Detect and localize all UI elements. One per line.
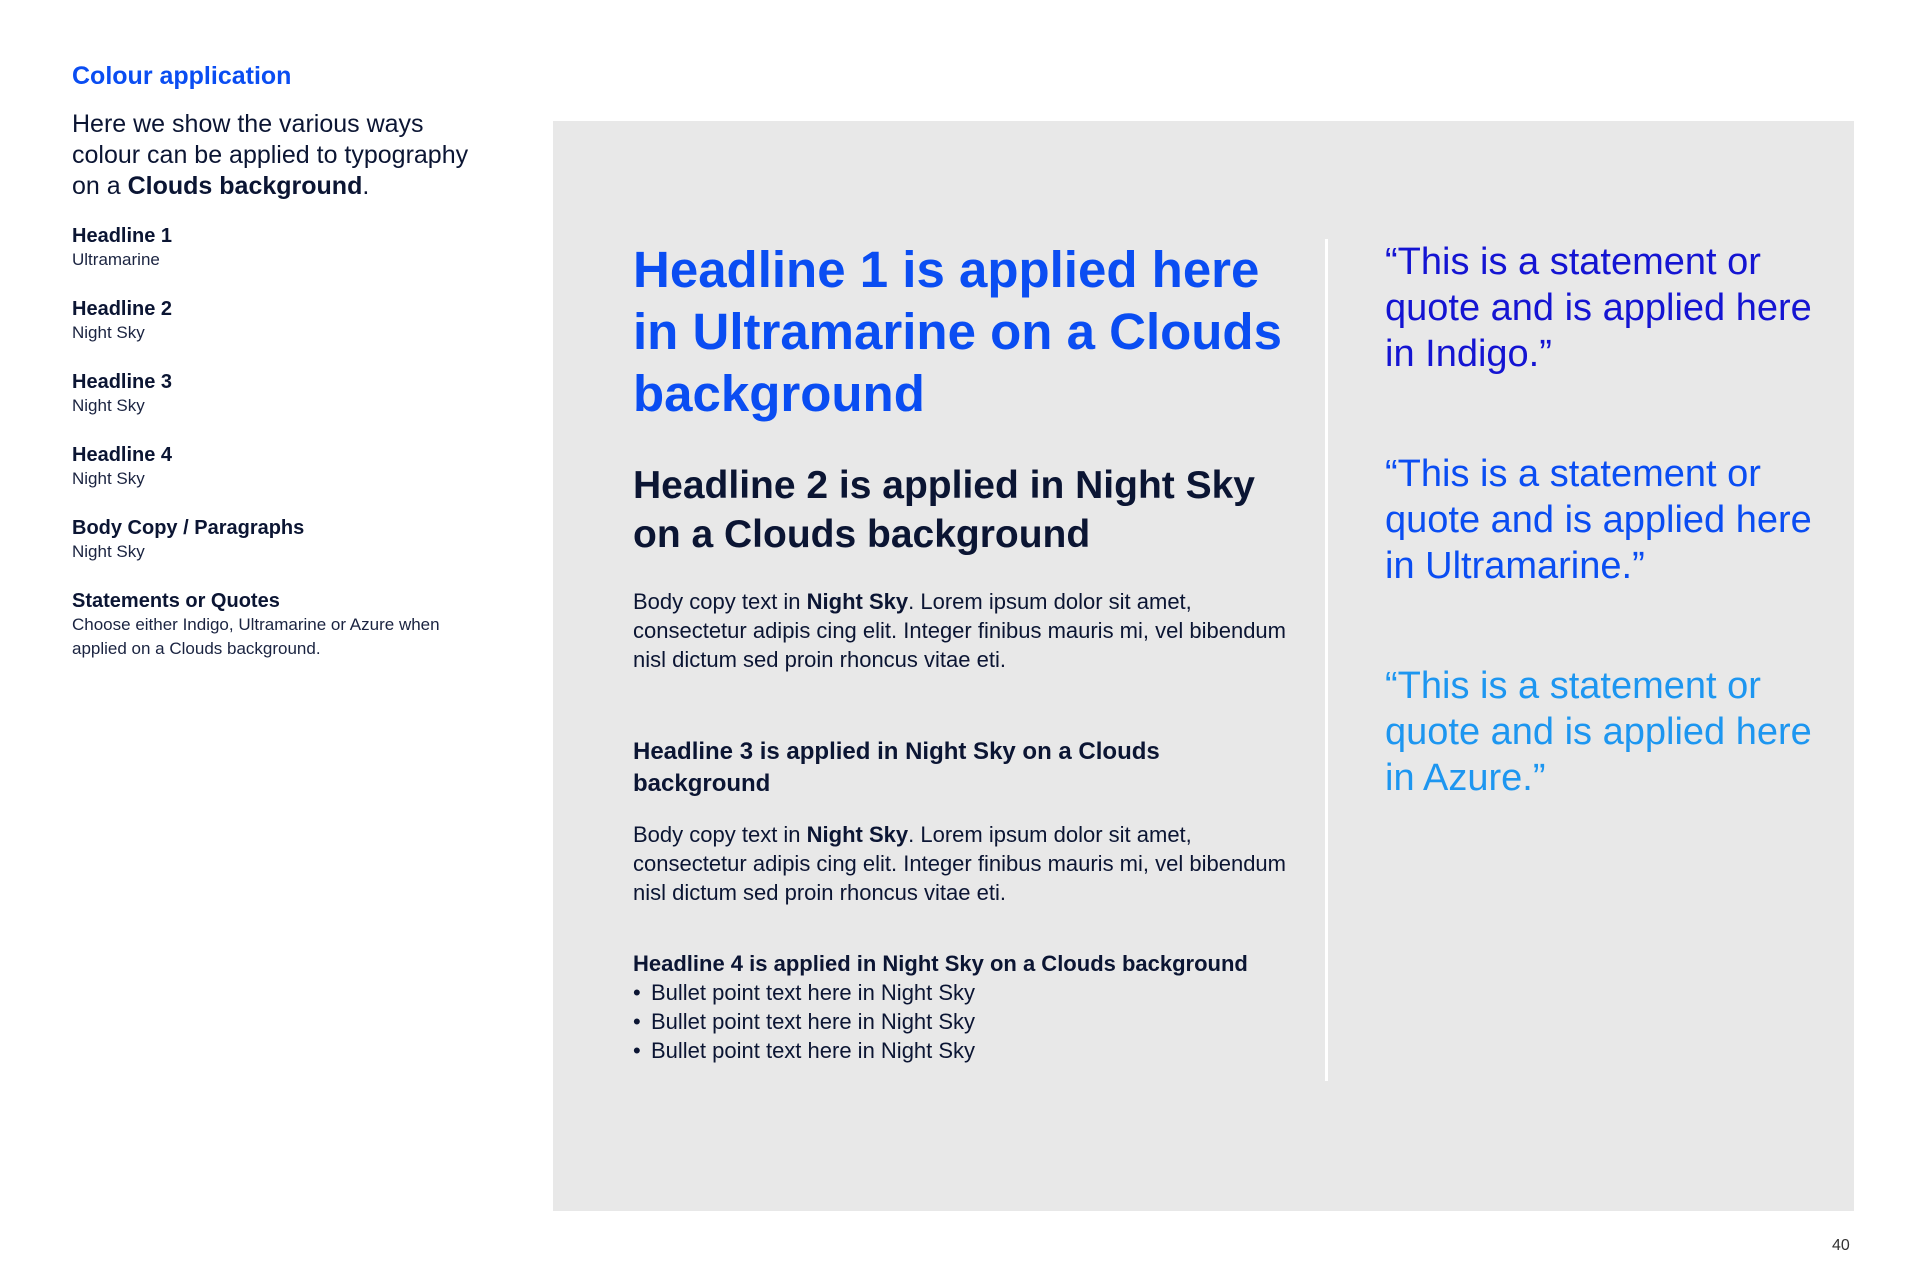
intro-text xyxy=(72,109,492,202)
body-copy-sample-2 xyxy=(633,820,1293,907)
bullet-dot: • xyxy=(633,1038,641,1063)
spec-value: Night Sky xyxy=(72,469,145,488)
spec-title: Statements or Quotes xyxy=(72,590,280,612)
headline-2-sample: Headline 2 is applied in Night Sky on a Clouds background xyxy=(633,464,1255,556)
body-prefix: Body copy text in xyxy=(633,589,807,614)
quote-ultramarine: “This is a statement or quote and is applied here in Ultramarine.” xyxy=(1385,453,1812,587)
spec-headline-2 xyxy=(72,297,492,345)
bullet-list xyxy=(633,978,1293,1065)
spec-headline-1 xyxy=(72,224,492,272)
bullet-item xyxy=(633,978,1293,1007)
clouds-background-panel xyxy=(553,121,1854,1211)
quote-samples xyxy=(1385,239,1825,875)
spec-title: Body Copy / Paragraphs xyxy=(72,517,305,539)
bullet-text: Bullet point text here in Night Sky xyxy=(651,980,976,1005)
headline-3-sample: Headline 3 is applied in Night Sky on a Clouds background xyxy=(633,738,1160,797)
body-copy-sample xyxy=(633,587,1293,674)
headline-1-sample: Headline 1 is applied here in Ultramarine on a Clouds background xyxy=(633,241,1282,422)
headline-4-sample: Headline 4 is applied in Night Sky on a Clouds background xyxy=(633,951,1248,976)
section-title: Colour application xyxy=(72,62,292,90)
bullet-dot: • xyxy=(633,1009,641,1034)
body-prefix: Body copy text in xyxy=(633,822,807,847)
bullet-dot: • xyxy=(633,980,641,1005)
spec-title: Headline 2 xyxy=(72,298,173,320)
bullet-item xyxy=(633,1036,1293,1065)
sidebar xyxy=(72,62,492,686)
spec-title: Headline 4 xyxy=(72,444,173,466)
body-bold: Night Sky xyxy=(806,822,909,847)
spec-statements xyxy=(72,589,492,661)
page-number: 40 xyxy=(1832,1237,1850,1254)
spec-headline-4 xyxy=(72,443,492,491)
spec-value: Ultramarine xyxy=(72,250,160,269)
spec-value: Choose either Indigo, Ultramarine or Azure when applied on a Clouds background. xyxy=(72,615,440,658)
intro-before: Here we show the various ways colour can be applied to typography on a xyxy=(72,110,469,200)
spec-title: Headline 3 xyxy=(72,371,173,393)
spec-value: Night Sky xyxy=(72,323,145,342)
bullet-item xyxy=(633,1007,1293,1036)
intro-bold: Clouds background xyxy=(127,172,363,200)
spec-headline-3 xyxy=(72,370,492,418)
body-bold: Night Sky xyxy=(806,589,909,614)
quote-indigo: “This is a statement or quote and is applied here in Indigo.” xyxy=(1385,241,1812,375)
body-rest: . Lorem ipsum dolor sit amet, consectetur adipis cing elit. Integer finibus mauris mi, vel bibendum nisl dictum sed proin rhoncus vitae eti. xyxy=(633,822,1286,905)
spec-value: Night Sky xyxy=(72,396,145,415)
intro-after: . xyxy=(362,172,370,200)
column-divider xyxy=(1325,239,1328,1081)
bullet-text: Bullet point text here in Night Sky xyxy=(651,1038,976,1063)
spec-title: Headline 1 xyxy=(72,225,173,247)
bullet-text: Bullet point text here in Night Sky xyxy=(651,1009,976,1034)
body-rest: . Lorem ipsum dolor sit amet, consectetur adipis cing elit. Integer finibus mauris mi, vel bibendum nisl dictum sed proin rhoncus vitae eti. xyxy=(633,589,1286,672)
spec-body-copy xyxy=(72,516,492,564)
quote-azure: “This is a statement or quote and is applied here in Azure.” xyxy=(1385,665,1812,799)
typography-samples xyxy=(633,239,1293,1065)
spec-value: Night Sky xyxy=(72,542,145,561)
